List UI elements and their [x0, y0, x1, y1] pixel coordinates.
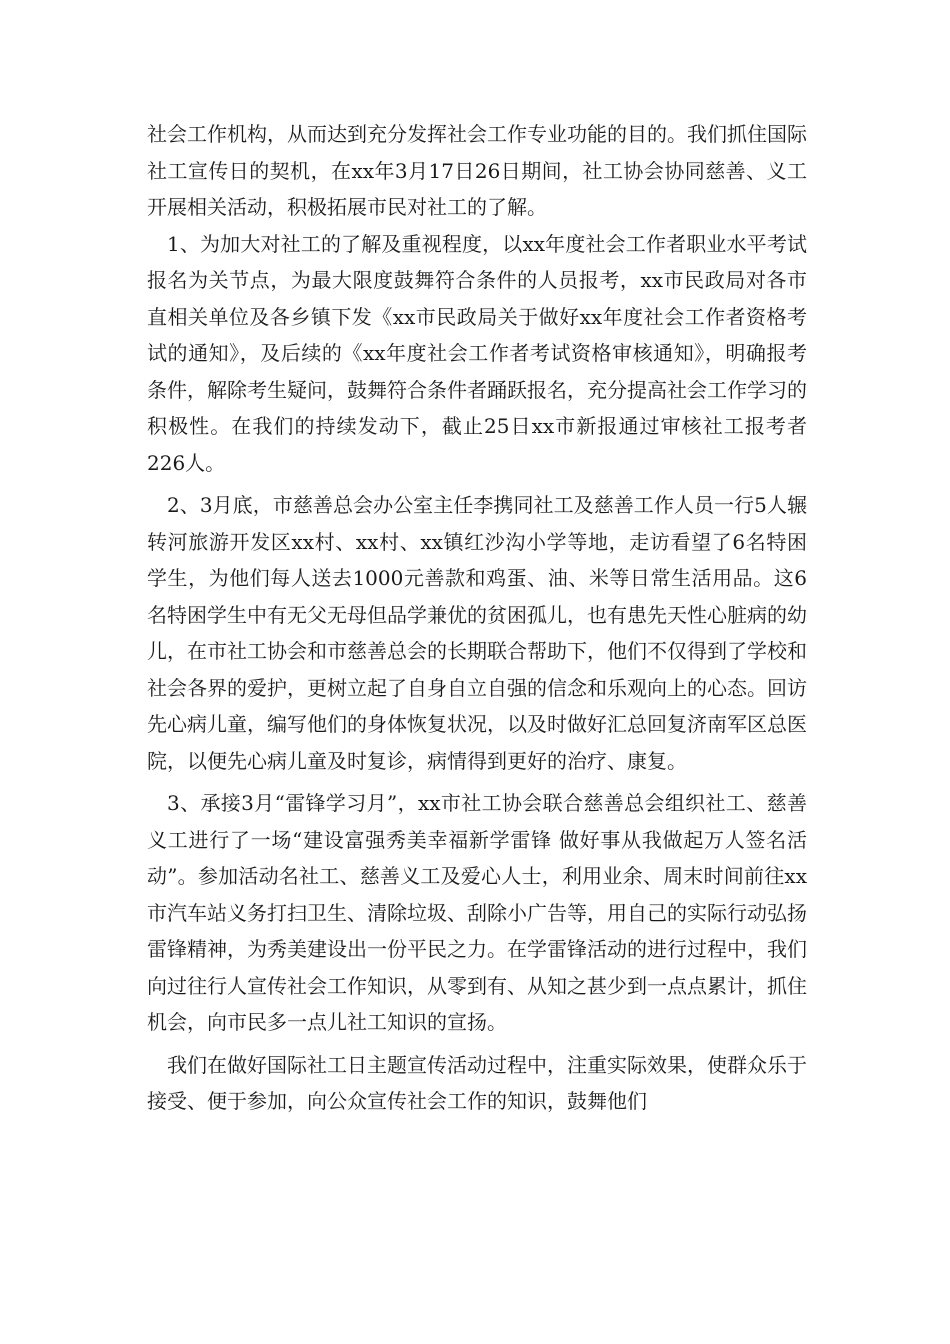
document-body — [147, 116, 807, 1120]
paragraph-item-1: 1、为加大对社工的了解及重视程度，以xx年度社会工作者职业水平考试报名为关节点，为最大限度鼓舞符合条件的人员报考，xx市民政局对各市直相关单位及各乡镇下发《xx市民政局关于做好xx年度社会工作者资格考试的通知》，及后续的《xx年度社会工作者考试资格审核通知》，明确报考条件，解除考生疑问，鼓舞符合条件者踊跃报名，充分提高社会工作学习的积极性。在我们的持续发动下，截止25日xx市新报通过审核社工报考者226人。 — [147, 231, 807, 475]
paragraph-intro: 社会工作机构，从而达到充分发挥社会工作专业功能的目的。我们抓住国际社工宣传日的契机，在xx年3月17日26日期间，社工协会协同慈善、义工开展相关活动，积极拓展市民对社工的了解。 — [147, 122, 807, 219]
paragraph-item-3: 3、承接3月“雷锋学习月”，xx市社工协会联合慈善总会组织社工、慈善义工进行了一场“建设富强秀美幸福新学雷锋 做好事从我做起万人签名活动”。参加活动名社工、慈善义工及爱心人士，利用业余、周末时间前往xx市汽车站义务打扫卫生、清除垃圾、刮除小广告等，用自己的实际行动弘扬雷锋精神，为秀美建设出一份平民之力。在学雷锋活动的进行过程中，我们向过往行人宣传社会工作知识，从零到有、从知之甚少到一点点累计，抓住机会，向市民多一点儿社工知识的宣扬。 — [147, 791, 807, 1034]
paragraph-item-2: 2、3月底，市慈善总会办公室主任李携同社工及慈善工作人员一行5人辗转河旅游开发区xx村、xx村、xx镇红沙沟小学等地，走访看望了6名特困学生，为他们每人送去1000元善款和鸡蛋、油、米等日常生活用品。这6名特困学生中有无父无母但品学兼优的贫困孤儿，也有患先天性心脏病的幼儿，在市社工协会和市慈善总会的长期联合帮助下，他们不仅得到了学校和社会各界的爱护，更树立起了自身自立自强的信念和乐观向上的心态。回访先心病儿童，编写他们的身体恢复状况，以及时做好汇总回复济南军区总医院，以便先心病儿童及时复诊，病情得到更好的治疗、康复。 — [147, 493, 807, 773]
paragraph-summary: 我们在做好国际社工日主题宣传活动过程中，注重实际效果，使群众乐于接受、便于参加，向公众宣传社会工作的知识，鼓舞他们 — [147, 1052, 807, 1113]
